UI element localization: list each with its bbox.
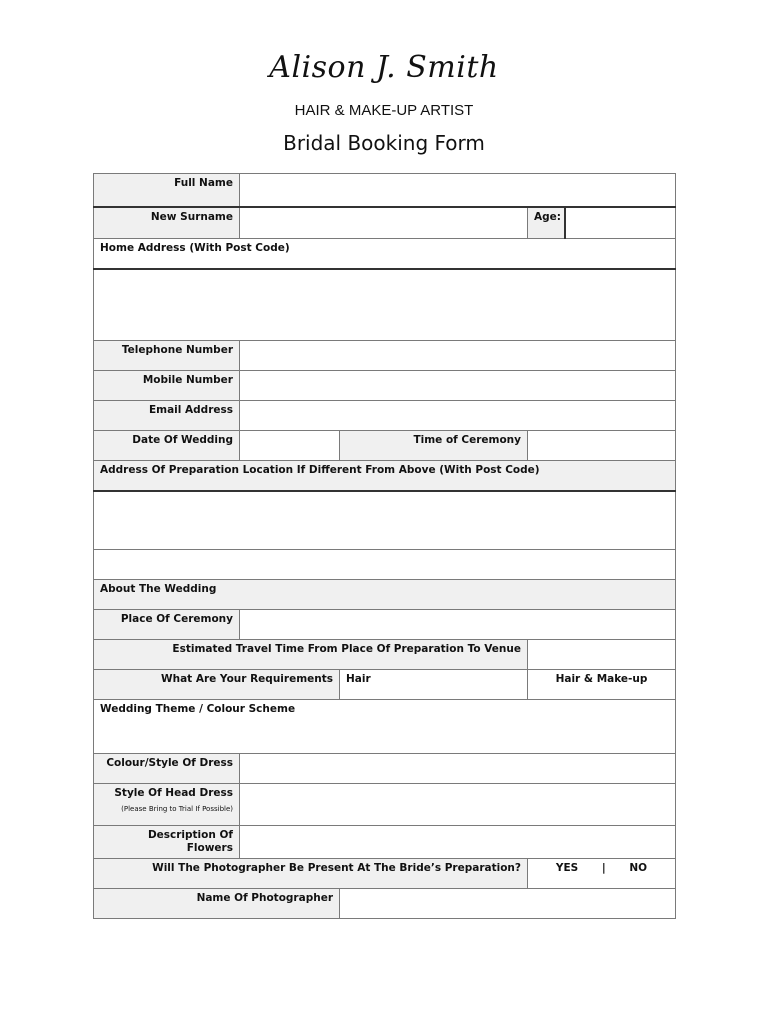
time-of-ceremony-field[interactable] xyxy=(528,431,676,461)
photographer-present-options xyxy=(528,859,676,889)
photographer-present-label: Will The Photographer Be Present At The Bride’s Preparation? xyxy=(94,859,528,889)
travel-time-field[interactable] xyxy=(528,640,676,670)
travel-time-label: Estimated Travel Time From Place Of Preparation To Venue xyxy=(94,640,528,670)
date-of-wedding-label: Date Of Wedding xyxy=(94,431,240,461)
photographer-name-label: Name Of Photographer xyxy=(94,889,340,919)
place-of-ceremony-label: Place Of Ceremony xyxy=(94,610,240,640)
brand-subtitle: HAIR & MAKE-UP ARTIST xyxy=(294,102,474,119)
photographer-name-field[interactable] xyxy=(340,889,676,919)
head-dress-field[interactable] xyxy=(240,784,676,826)
new-surname-label: New Surname xyxy=(94,207,240,239)
form-title: Bridal Booking Form xyxy=(283,131,485,155)
wedding-theme-label: Wedding Theme / Colour Scheme xyxy=(100,703,296,715)
no-option[interactable]: NO xyxy=(629,862,648,874)
requirement-hair-option[interactable]: Hair xyxy=(340,670,528,700)
row-head-dress xyxy=(94,784,676,826)
row-prep-address-label xyxy=(94,461,676,491)
yes-option[interactable]: YES xyxy=(555,862,579,874)
row-wedding-theme xyxy=(94,700,676,754)
row-new-surname xyxy=(94,207,676,239)
telephone-label: Telephone Number xyxy=(94,341,240,371)
full-name-field[interactable] xyxy=(240,174,676,207)
home-address-label: Home Address (With Post Code) xyxy=(94,239,676,269)
mobile-field[interactable] xyxy=(240,371,676,401)
row-date-time xyxy=(94,431,676,461)
wedding-theme-field[interactable] xyxy=(94,700,676,754)
date-of-wedding-field[interactable] xyxy=(240,431,340,461)
email-field[interactable] xyxy=(240,401,676,431)
requirement-hair-makeup-option[interactable]: Hair & Make-up xyxy=(528,670,676,700)
dress-style-field[interactable] xyxy=(240,754,676,784)
about-wedding-heading: About The Wedding xyxy=(94,580,676,610)
row-home-address-field xyxy=(94,269,676,341)
full-name-label: Full Name xyxy=(94,174,240,207)
row-full-name xyxy=(94,174,676,207)
mobile-label: Mobile Number xyxy=(94,371,240,401)
row-travel-time xyxy=(94,640,676,670)
time-of-ceremony-label: Time of Ceremony xyxy=(340,431,528,461)
flowers-label: Description Of Flowers xyxy=(94,826,240,859)
row-home-address-label xyxy=(94,239,676,269)
row-requirements xyxy=(94,670,676,700)
prep-address-field-line-2[interactable] xyxy=(94,550,676,580)
row-flowers xyxy=(94,826,676,859)
brand-name: Alison J. Smith xyxy=(269,50,499,85)
head-dress-note: (Please Bring to Trial If Possible) xyxy=(121,805,233,813)
row-email xyxy=(94,401,676,431)
age-label: Age: xyxy=(528,207,565,239)
row-mobile xyxy=(94,371,676,401)
place-of-ceremony-field[interactable] xyxy=(240,610,676,640)
head-dress-label-cell xyxy=(94,784,240,826)
head-dress-label: Style Of Head Dress xyxy=(114,787,233,799)
dress-style-label: Colour/Style Of Dress xyxy=(94,754,240,784)
prep-address-field[interactable] xyxy=(94,491,676,550)
home-address-field[interactable] xyxy=(94,269,676,341)
new-surname-field[interactable] xyxy=(240,207,528,239)
flowers-field[interactable] xyxy=(240,826,676,859)
age-field[interactable] xyxy=(565,207,676,239)
row-dress-style xyxy=(94,754,676,784)
yes-no-separator: | xyxy=(601,862,606,874)
booking-form-table xyxy=(93,173,676,919)
telephone-field[interactable] xyxy=(240,341,676,371)
row-telephone xyxy=(94,341,676,371)
row-photographer-name xyxy=(94,889,676,919)
requirements-label: What Are Your Requirements xyxy=(94,670,340,700)
row-about-wedding xyxy=(94,580,676,610)
row-photographer-present xyxy=(94,859,676,889)
email-label: Email Address xyxy=(94,401,240,431)
row-prep-address-field xyxy=(94,491,676,550)
prep-address-label: Address Of Preparation Location If Different From Above (With Post Code) xyxy=(94,461,676,491)
row-prep-address-field-2 xyxy=(94,550,676,580)
row-place-of-ceremony xyxy=(94,610,676,640)
